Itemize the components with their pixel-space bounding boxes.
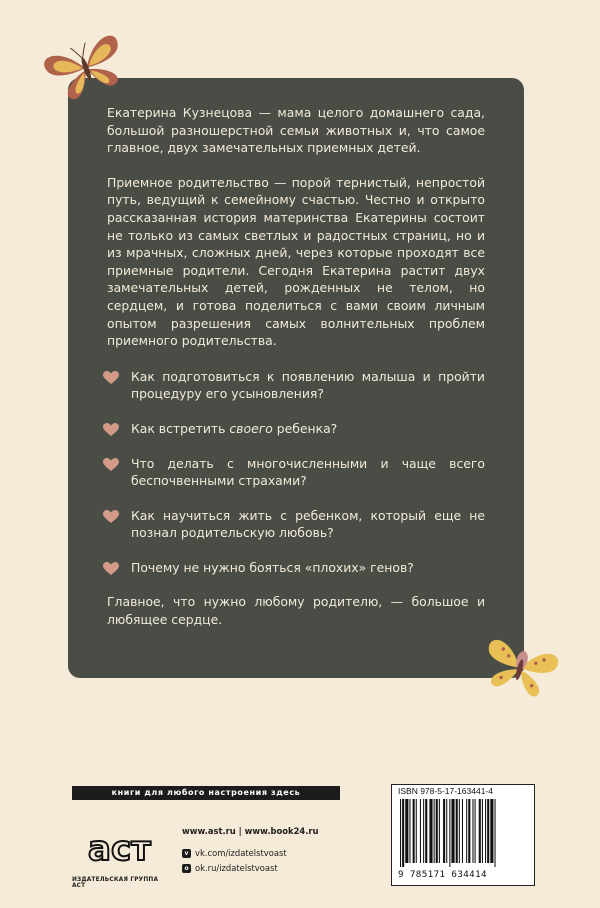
- barcode-block: [391, 784, 535, 886]
- heart-icon: [101, 458, 121, 472]
- barcode-icon: [398, 799, 528, 867]
- website-links[interactable]: www.ast.ru | www.book24.ru: [182, 826, 319, 836]
- svg-text:аст: аст: [88, 829, 151, 869]
- emphasis: своего: [229, 420, 273, 436]
- question-item: [107, 368, 485, 403]
- intro-paragraph: Екатерина Кузнецова — мама целого домашнего сада, большой разношерстной семьи животных и, что самое главное, двух замечательных приемных детей.: [107, 105, 485, 156]
- isbn-label: ISBN 978-5-17-163441-4: [398, 786, 493, 796]
- question-text: Как научиться жить с ребенком, который еще не познал родительскую любовь?: [131, 507, 485, 541]
- body-paragraph: Приемное родительство — порой тернистый, непростой путь, ведущий к семейному счастью. Честно и открыто рассказанная история материнства Екатерины состоит не только из самых светлых и радостных страниц, но и из мрачных, сложных дней, через которые проходят все приемные родители. Сегодня Екатерина растит двух замечательных детей, рожденных не телом, но сердцем, и готова поделиться с вами своим личным опытом разрешения самых волнительных проблем приемного родительства.: [107, 174, 485, 349]
- heart-icon: [101, 510, 121, 524]
- butterfly-bottom-icon: [476, 628, 564, 708]
- ast-logo-icon: [82, 808, 162, 878]
- publisher-links: [182, 826, 319, 878]
- ok-icon: o: [182, 864, 191, 873]
- question-text: Как встретить своего ребенка?: [131, 420, 338, 436]
- vk-icon: v: [182, 849, 191, 858]
- heart-icon: [101, 562, 121, 576]
- publisher-caption: ИЗДАТЕЛЬСКАЯ ГРУППА АСТ: [72, 877, 159, 889]
- barcode-digits: 9 785171 634414: [398, 869, 487, 880]
- question-item: [107, 507, 485, 542]
- question-item: [107, 455, 485, 490]
- heart-icon: [101, 423, 121, 437]
- butterfly-top-icon: [36, 28, 136, 108]
- panel-text: [107, 104, 485, 629]
- question-item: [107, 559, 485, 577]
- ok-link[interactable]: o ok.ru/izdatelstvoast: [182, 863, 319, 873]
- question-item: [107, 420, 485, 438]
- closing-paragraph: Главное, что нужно любому родителю, — большое и любящее сердце.: [107, 594, 485, 628]
- heart-icon: [101, 371, 121, 385]
- tagline-banner: книги для любого настроения здесь: [72, 786, 340, 800]
- question-text: Как подготовиться к появлению малыша и пройти процедуру его усыновления?: [131, 368, 485, 402]
- vk-link[interactable]: v vk.com/izdatelstvoast: [182, 848, 319, 858]
- question-text: Что делать с многочисленными и чаще всего беспочвенными страхами?: [131, 455, 485, 489]
- question-text: Почему не нужно бояться «плохих» генов?: [131, 559, 414, 575]
